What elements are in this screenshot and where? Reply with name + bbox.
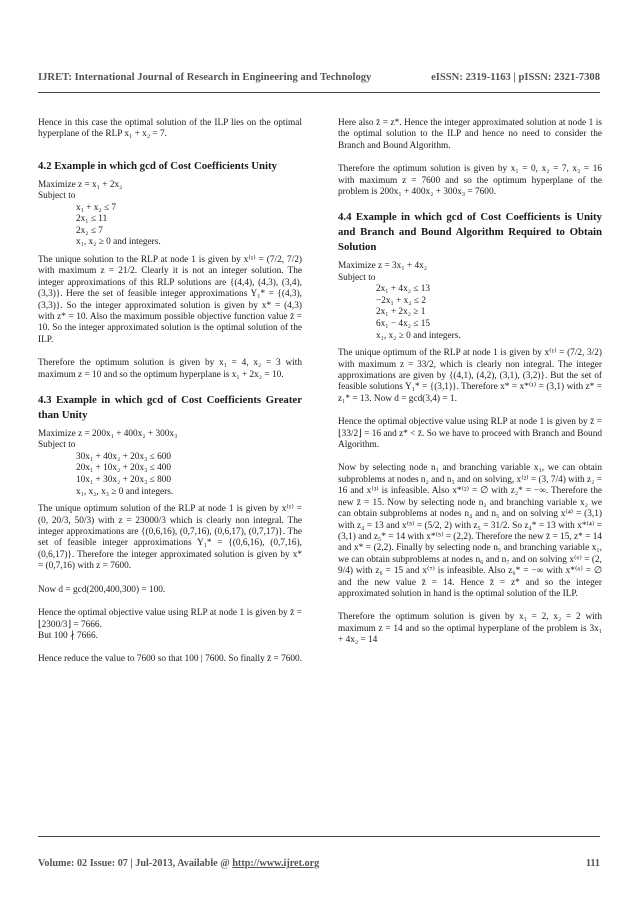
- s44-unique-paragraph: The unique optimum of the RLP at node 1 is given by x⁽¹⁾ = (7/2, 3/2) with maximum z = 33/2, which is clearly non integral. The integer approximations are given by {(4,1), (4,2), (3,1), (3,2)}. But the set of feasible solutions Y₁* = {(3,1)}. Therefore x* = x*⁽¹⁾ = (3,1) with z* = z₁* = 13. Now d = gcd(3,4) = 1.: [338, 348, 602, 404]
- s43-gcd-paragraph: Now d = gcd(200,400,300) = 100.: [38, 584, 166, 595]
- s42-unique-paragraph: The unique solution to the RLP at node 1 is given by x⁽¹⁾ = (7/2, 7/2) with maximum z = 21/2. Clearly it is not an integer solution. The integer approximations of this RLP solutions are {(4,4), (4,3), (3,4), (3,3)}. Here the set of feasible integer approximations Y₁* = {(4,3), (3,3)}. So the integer approximated solution is given by x* = (4,3) with z* = 10. Also the maximum possible objective function value z̄ = 10. So the integer approximated solution is the optimal solution of the ILP.: [38, 255, 302, 345]
- s43-hence-paragraph: Hence the optimal objective value using RLP at node 1 is given by z̄ = ⌊2300/3⌋ = 7666.: [38, 608, 302, 630]
- journal-name: IJRET: International Journal of Research in Engineering and Technology: [38, 72, 372, 83]
- s44-final-paragraph: Therefore the optimum solution is given by x₁ = 2, x₂ = 2 with maximum z = 14 and so the optimal hyperplane of the problem is 3x₁ + 4x₂ = 14: [338, 612, 602, 646]
- therefore-paragraph: Therefore the optimum solution is given by x₁ = 0, x₂ = 7, x₃ = 16 with maximum z = 7600 and so the optimum hyperplane of the problem is 200x₁ + 400x₂ + 300x₃ = 7600.: [338, 164, 602, 198]
- constraint: x₁, x₂ ≥ 0 and integers.: [76, 237, 161, 248]
- constraint: 10x₁ + 30x₂ + 20x₃ ≤ 800: [76, 475, 172, 486]
- s43-subject: Subject to: [38, 440, 76, 451]
- s44-constraints: [338, 284, 602, 342]
- s44-subject: Subject to: [338, 272, 376, 283]
- constraint: x₁, x₂ ≥ 0 and integers.: [376, 330, 461, 341]
- s43-reduce-paragraph: Hence reduce the value to 7600 so that 100 | 7600. So finally z̄ = 7600.: [38, 654, 302, 665]
- s42-therefore-paragraph: Therefore the optimum solution is given by x₁ = 4, x₂ = 3 with maximum z = 10 and so the optimum hyperplane is x₁ + 2x₂ = 10.: [38, 358, 302, 380]
- s44-maximize: Maximize z = 3x₁ + 4x₂: [338, 261, 428, 272]
- s42-subject: Subject to: [38, 191, 76, 202]
- constraint: 2x₂ ≤ 7: [76, 225, 103, 236]
- constraint: 2x₁ + 4x₂ ≤ 13: [376, 284, 431, 295]
- s42-maximize: Maximize z = x₁ + 2x₂: [38, 179, 123, 190]
- constraint: 30x₁ + 40x₂ + 20x₃ ≤ 600: [76, 451, 172, 462]
- s43-constraints: [38, 452, 302, 498]
- here-also-paragraph: Here also z̄ = z*. Hence the integer approximated solution at node 1 is the optimal solution to the ILP and hence no need to consider the Branch and Bound Algorithm.: [338, 118, 602, 151]
- s43-but-paragraph: But 100 ∤ 7666.: [38, 630, 98, 641]
- footer-rule: [38, 836, 600, 837]
- header-rule: [38, 92, 600, 93]
- constraint: x₁ + x₂ ≤ 7: [76, 202, 117, 213]
- section-4-4-heading: 4.4 Example in which gcd of Cost Coefficients is Unity and Branch and Bound Algorithm Required to Obtain Solution: [338, 211, 602, 254]
- s42-constraints: [38, 203, 302, 249]
- left-column: [38, 118, 302, 678]
- page-number: 111: [585, 858, 600, 869]
- right-column: [338, 118, 602, 659]
- journal-link[interactable]: http://www.ijret.org: [232, 858, 320, 869]
- constraint: 2x₁ + 2x₂ ≥ 1: [376, 307, 426, 318]
- volume-info: [38, 858, 319, 869]
- constraint: x₁, x₂, x₃ ≥ 0 and integers.: [76, 486, 174, 497]
- constraint: −2x₁ + x₂ ≤ 2: [376, 295, 426, 306]
- constraint: 2x₁ ≤ 11: [76, 214, 108, 225]
- s44-hence-paragraph: Hence the optimal objective value using RLP at node 1 is given by z̄ = ⌊33/2⌋ = 16 and z* < z̄. So we have to proceed with Branch and Bound Algorithm.: [338, 417, 602, 451]
- volume-text: Volume: 02 Issue: 07 | Jul-2013, Available @: [38, 858, 230, 869]
- running-header: [38, 72, 600, 83]
- section-4-2-heading: 4.2 Example in which gcd of Cost Coefficients Unity: [38, 159, 278, 172]
- s43-unique-paragraph: The unique optimum solution of the RLP at node 1 is given by x⁽¹⁾ = (0, 20/3, 50/3) with z = 23000/3 which is clearly non integral. The integer approximations are {(0,6,16), (0,7,16), (0,6,17), (0,7,17)}. The set of feasible integer approximations Y₁* = {(0,6,16), (0,7,16), (0,6,17)}. Therefore the integer approximated solution is given by x* = (0,7,16) with z = 7600.: [38, 504, 302, 572]
- running-footer: [38, 858, 600, 869]
- s44-branching-paragraph: Now by selecting node n₁ and branching variable x₁, we can obtain subproblems at nodes n₂ and n₃ and on solving, x⁽²⁾ = (3, 7/4) with z₂ = 16 and x⁽³⁾ is infeasible. Also x*⁽²⁾ = ∅ with z₂* = −∞. Therefore the new z̄ = 15. Now by selecting node n₂ and branching variable x₂ we can obtain subproblems at nodes n₄ and n₅ and on solving x⁽⁴⁾ = (3,1) with z₄ = 13 and x⁽⁵⁾ = (5/2, 2) with z₅ = 31/2. So z₄* = 13 with x*⁽⁴⁾ = (3,1) and z₅* = 14 with x*⁽⁵⁾ = (2,2). Therefore the new z̄ = 15, z* = 14 and x* = (2,2). Finally by selecting node n₅ and branching variable x₁, we can obtain subproblems at nodes n₆ and n₇ and on solving x⁽⁶⁾ = (2, 9/4) with z₆ = 15 and x⁽⁷⁾ is infeasible. Also z₆* = −∞ with x*⁽⁶⁾ = ∅ and the new value z̄ = 14. Hence z̄ = z* and so the integer approximated solution in hand is the optimal solution of the ILP.: [338, 463, 602, 599]
- issn: eISSN: 2319-1163 | pISSN: 2321-7308: [431, 72, 600, 83]
- section-4-3-heading: 4.3 Example in which gcd of Cost Coefficients Greater than Unity: [38, 394, 302, 422]
- constraint: 6x₁ − 4x₂ ≤ 15: [376, 319, 431, 330]
- intro-paragraph: Hence in this case the optimal solution of the ILP lies on the optimal hyperplane of the RLP x₁ + x₂ = 7.: [38, 118, 302, 140]
- s43-maximize: Maximize z = 200x₁ + 400x₂ + 300x₃: [38, 429, 178, 440]
- constraint: 20x₁ + 10x₂ + 20x₃ ≤ 400: [76, 463, 172, 474]
